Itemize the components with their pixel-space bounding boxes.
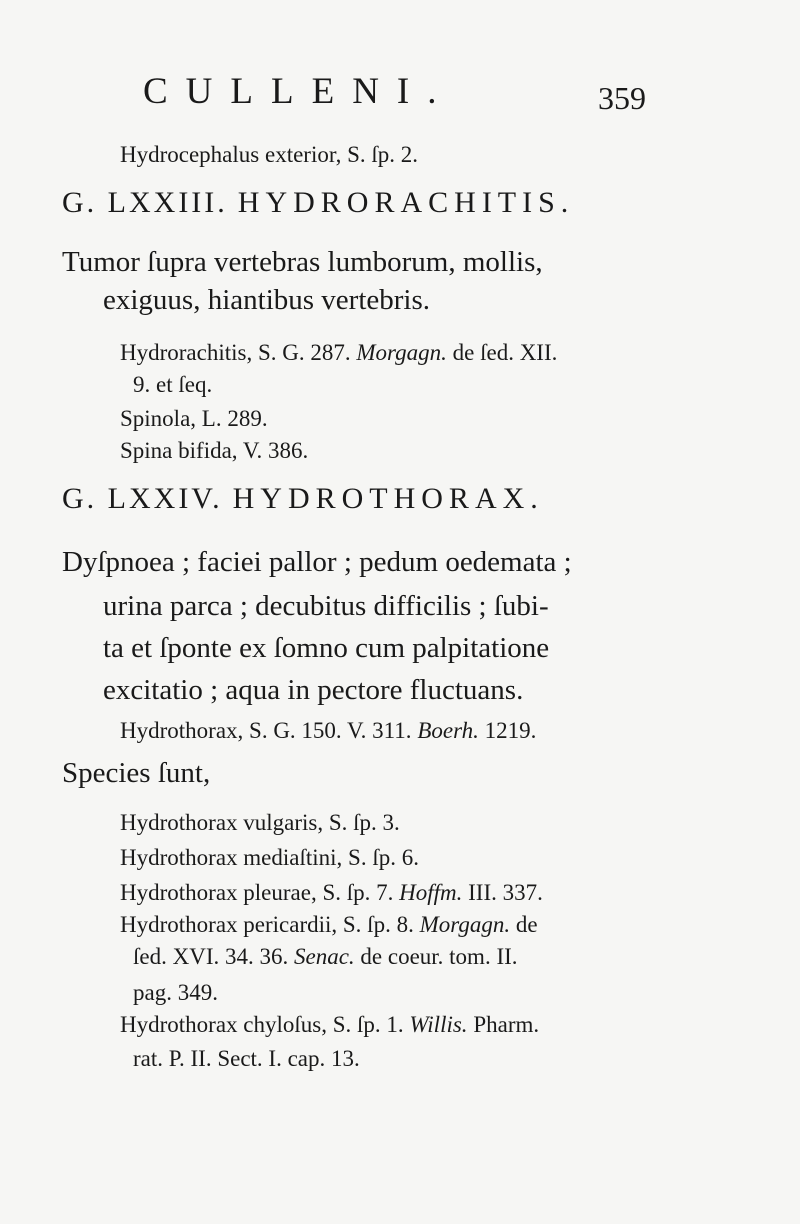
synonym-line: Spina bifida, V. 386. [120, 438, 309, 463]
genus-name: HYDROTHORAX. [232, 482, 544, 515]
definition-line: urina parca ; decubitus difficilis ; ſubi- [103, 590, 549, 622]
genus-number: G. LXXIII. [62, 186, 228, 219]
author-citation: Hoffm. [399, 880, 463, 905]
definition-line: ta et ſponte ex ſomno cum palpitatione [103, 632, 550, 664]
species-text: Hydrothorax chyloſus, S. ſp. 1. [120, 1012, 404, 1037]
running-title: CULLENI. [143, 71, 455, 112]
synonym-line: Spinola, L. 289. [120, 406, 268, 431]
species-continuation [133, 944, 518, 970]
species-header: Species ſunt, [62, 757, 211, 789]
author-citation: Willis. [409, 1012, 468, 1037]
species-text: de coeur. tom. II. [360, 944, 518, 969]
definition-line: exiguus, hiantibus vertebris. [103, 284, 431, 316]
genus-heading-73 [62, 186, 574, 220]
synonym-text: de ſed. XII. [452, 340, 558, 365]
preceding-synonym-line: Hydrocephalus exterior, S. ſp. 2. [120, 142, 419, 167]
definition-line: Tumor ſupra vertebras lumborum, mollis, [62, 246, 543, 278]
species-text: Hydrothorax pleurae, S. ſp. 7. [120, 880, 394, 905]
species-continuation: rat. P. II. Sect. I. cap. 13. [133, 1046, 360, 1071]
definition-line: excitatio ; aqua in pectore fluctuans. [103, 674, 524, 706]
synonym-continuation: 9. et ſeq. [133, 372, 213, 397]
author-citation: Senac. [293, 944, 355, 969]
author-citation: Boerh. [417, 718, 479, 743]
synonym-line [120, 340, 557, 366]
synonym-line [120, 718, 536, 744]
species-text: de [515, 912, 538, 937]
species-entry-pericardii [120, 912, 538, 938]
species-entry-chylosus [120, 1012, 539, 1038]
genus-name: HYDRORACHITIS. [237, 186, 575, 219]
species-entry-mediastini: Hydrothorax mediaſtini, S. ſp. 6. [120, 845, 419, 870]
synonym-text: 1219. [484, 718, 537, 743]
species-continuation: pag. 349. [133, 980, 218, 1005]
species-entry-vulgaris: Hydrothorax vulgaris, S. ſp. 3. [120, 810, 400, 835]
species-text: III. 337. [468, 880, 543, 905]
definition-line: Dyſpnoea ; faciei pallor ; pedum oedemata ; [62, 546, 572, 578]
genus-number: G. LXXIV. [62, 482, 223, 515]
species-text: ſed. XVI. 34. 36. [133, 944, 289, 969]
species-text: Hydrothorax pericardii, S. ſp. 8. [120, 912, 414, 937]
synonym-text: Hydrothorax, S. G. 150. V. 311. [120, 718, 412, 743]
genus-heading-74 [62, 482, 544, 516]
species-entry-pleurae [120, 880, 543, 906]
page-number: 359 [598, 80, 646, 116]
author-citation: Morgagn. [356, 340, 447, 365]
species-text: Pharm. [473, 1012, 540, 1037]
author-citation: Morgagn. [419, 912, 511, 937]
synonym-text: Hydrorachitis, S. G. 287. [120, 340, 351, 365]
